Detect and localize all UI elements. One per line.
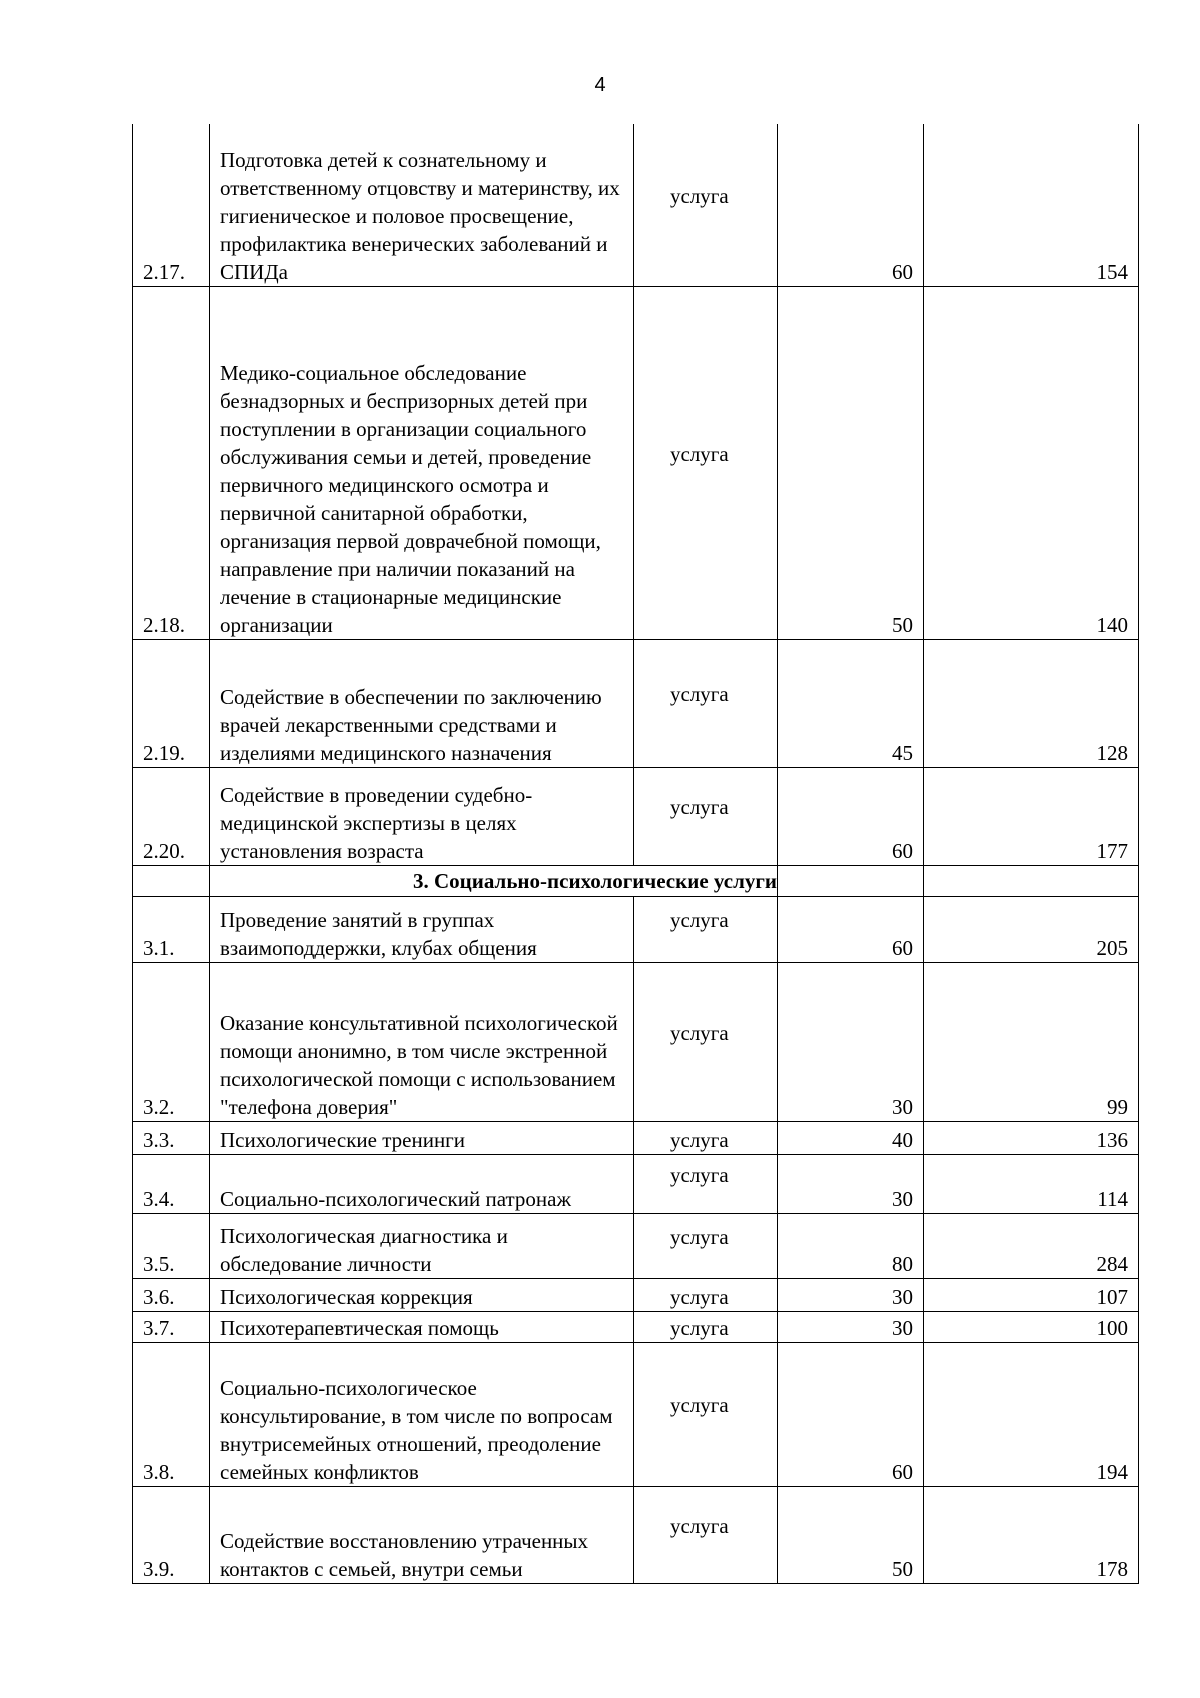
service-unit: услуга (634, 1278, 778, 1311)
service-unit: услуга (634, 639, 778, 767)
table-row (133, 1342, 1139, 1486)
table-row (133, 767, 1139, 865)
table-row (133, 1213, 1139, 1278)
row-number: 3.8. (133, 1342, 210, 1486)
service-name: Психологическая коррекция (210, 1278, 634, 1311)
service-name: Содействие в проведении судебно-медицинской экспертизы в целях установления возраста (210, 767, 634, 865)
service-unit: услуга (634, 896, 778, 962)
service-price: 194 (924, 1342, 1139, 1486)
table-row (133, 896, 1139, 962)
service-time: 30 (778, 1278, 924, 1311)
service-time: 50 (778, 1486, 924, 1583)
section-num-cell (133, 865, 210, 896)
service-time: 40 (778, 1121, 924, 1154)
page-number: 4 (594, 74, 606, 96)
service-time: 60 (778, 124, 924, 286)
service-unit: услуга (634, 1213, 778, 1278)
row-number: 3.6. (133, 1278, 210, 1311)
row-number: 3.2. (133, 962, 210, 1121)
table-row (133, 1311, 1139, 1342)
row-number: 3.3. (133, 1121, 210, 1154)
services-table (132, 124, 1139, 1584)
service-price: 154 (924, 124, 1139, 286)
service-name: Психотерапевтическая помощь (210, 1311, 634, 1342)
service-unit: услуга (634, 1342, 778, 1486)
table-body-after-section (133, 896, 1139, 1583)
row-number: 2.20. (133, 767, 210, 865)
table-row (133, 124, 1139, 286)
section-title: 3. Социально-психологические услуги (210, 865, 778, 896)
table-row (133, 286, 1139, 639)
table-row (133, 639, 1139, 767)
row-number: 3.5. (133, 1213, 210, 1278)
service-time: 80 (778, 1213, 924, 1278)
table-row (133, 1121, 1139, 1154)
service-price: 99 (924, 962, 1139, 1121)
service-unit: услуга (634, 1486, 778, 1583)
service-name: Психологическая диагностика и обследование личности (210, 1213, 634, 1278)
service-price: 178 (924, 1486, 1139, 1583)
service-price: 205 (924, 896, 1139, 962)
service-name: Содействие восстановлению утраченных контактов с семьей, внутри семьи (210, 1486, 634, 1583)
service-price: 114 (924, 1154, 1139, 1213)
row-number: 3.4. (133, 1154, 210, 1213)
row-number: 2.19. (133, 639, 210, 767)
service-name: Содействие в обеспечении по заключению врачей лекарственными средствами и изделиями медицинского назначения (210, 639, 634, 767)
service-name: Медико-социальное обследование безнадзорных и беспризорных детей при поступлении в организации социального обслуживания семьи и детей, проведение первичного медицинского осмотра и первичной санитарной обработки, организация первой доврачебной помощи, направление при наличии показаний на лечение в стационарные медицинские организации (210, 286, 634, 639)
service-unit: услуга (634, 1121, 778, 1154)
service-price: 177 (924, 767, 1139, 865)
table-body-before-section (133, 124, 1139, 865)
service-unit: услуга (634, 124, 778, 286)
row-number: 2.18. (133, 286, 210, 639)
service-time: 60 (778, 767, 924, 865)
service-name: Подготовка детей к сознательному и ответственному отцовству и материнству, их гигиеническое и половое просвещение, профилактика венерических заболеваний и СПИДа (210, 124, 634, 286)
table-row (133, 1486, 1139, 1583)
table-row (133, 1278, 1139, 1311)
service-unit: услуга (634, 1311, 778, 1342)
service-unit: услуга (634, 767, 778, 865)
service-time: 30 (778, 1311, 924, 1342)
section-time-cell (778, 865, 924, 896)
service-price: 100 (924, 1311, 1139, 1342)
service-unit: услуга (634, 1154, 778, 1213)
service-time: 45 (778, 639, 924, 767)
service-time: 30 (778, 1154, 924, 1213)
service-time: 30 (778, 962, 924, 1121)
service-name: Психологические тренинги (210, 1121, 634, 1154)
service-time: 50 (778, 286, 924, 639)
table-row (133, 962, 1139, 1121)
row-number: 3.9. (133, 1486, 210, 1583)
service-price: 136 (924, 1121, 1139, 1154)
section-header-body (133, 865, 1139, 896)
service-price: 140 (924, 286, 1139, 639)
service-name: Проведение занятий в группах взаимоподдержки, клубах общения (210, 896, 634, 962)
service-price: 284 (924, 1213, 1139, 1278)
service-name: Социально-психологическое консультирование, в том числе по вопросам внутрисемейных отношений, преодоление семейных конфликтов (210, 1342, 634, 1486)
row-number: 3.7. (133, 1311, 210, 1342)
row-number: 3.1. (133, 896, 210, 962)
service-price: 128 (924, 639, 1139, 767)
service-name: Социально-психологический патронаж (210, 1154, 634, 1213)
service-time: 60 (778, 896, 924, 962)
section-row (133, 865, 1139, 896)
service-time: 60 (778, 1342, 924, 1486)
service-unit: услуга (634, 962, 778, 1121)
service-unit: услуга (634, 286, 778, 639)
row-number: 2.17. (133, 124, 210, 286)
service-price: 107 (924, 1278, 1139, 1311)
section-price-cell (924, 865, 1139, 896)
table-row (133, 1154, 1139, 1213)
service-name: Оказание консультативной психологической помощи анонимно, в том числе экстренной психологической помощи с использованием "телефона доверия" (210, 962, 634, 1121)
